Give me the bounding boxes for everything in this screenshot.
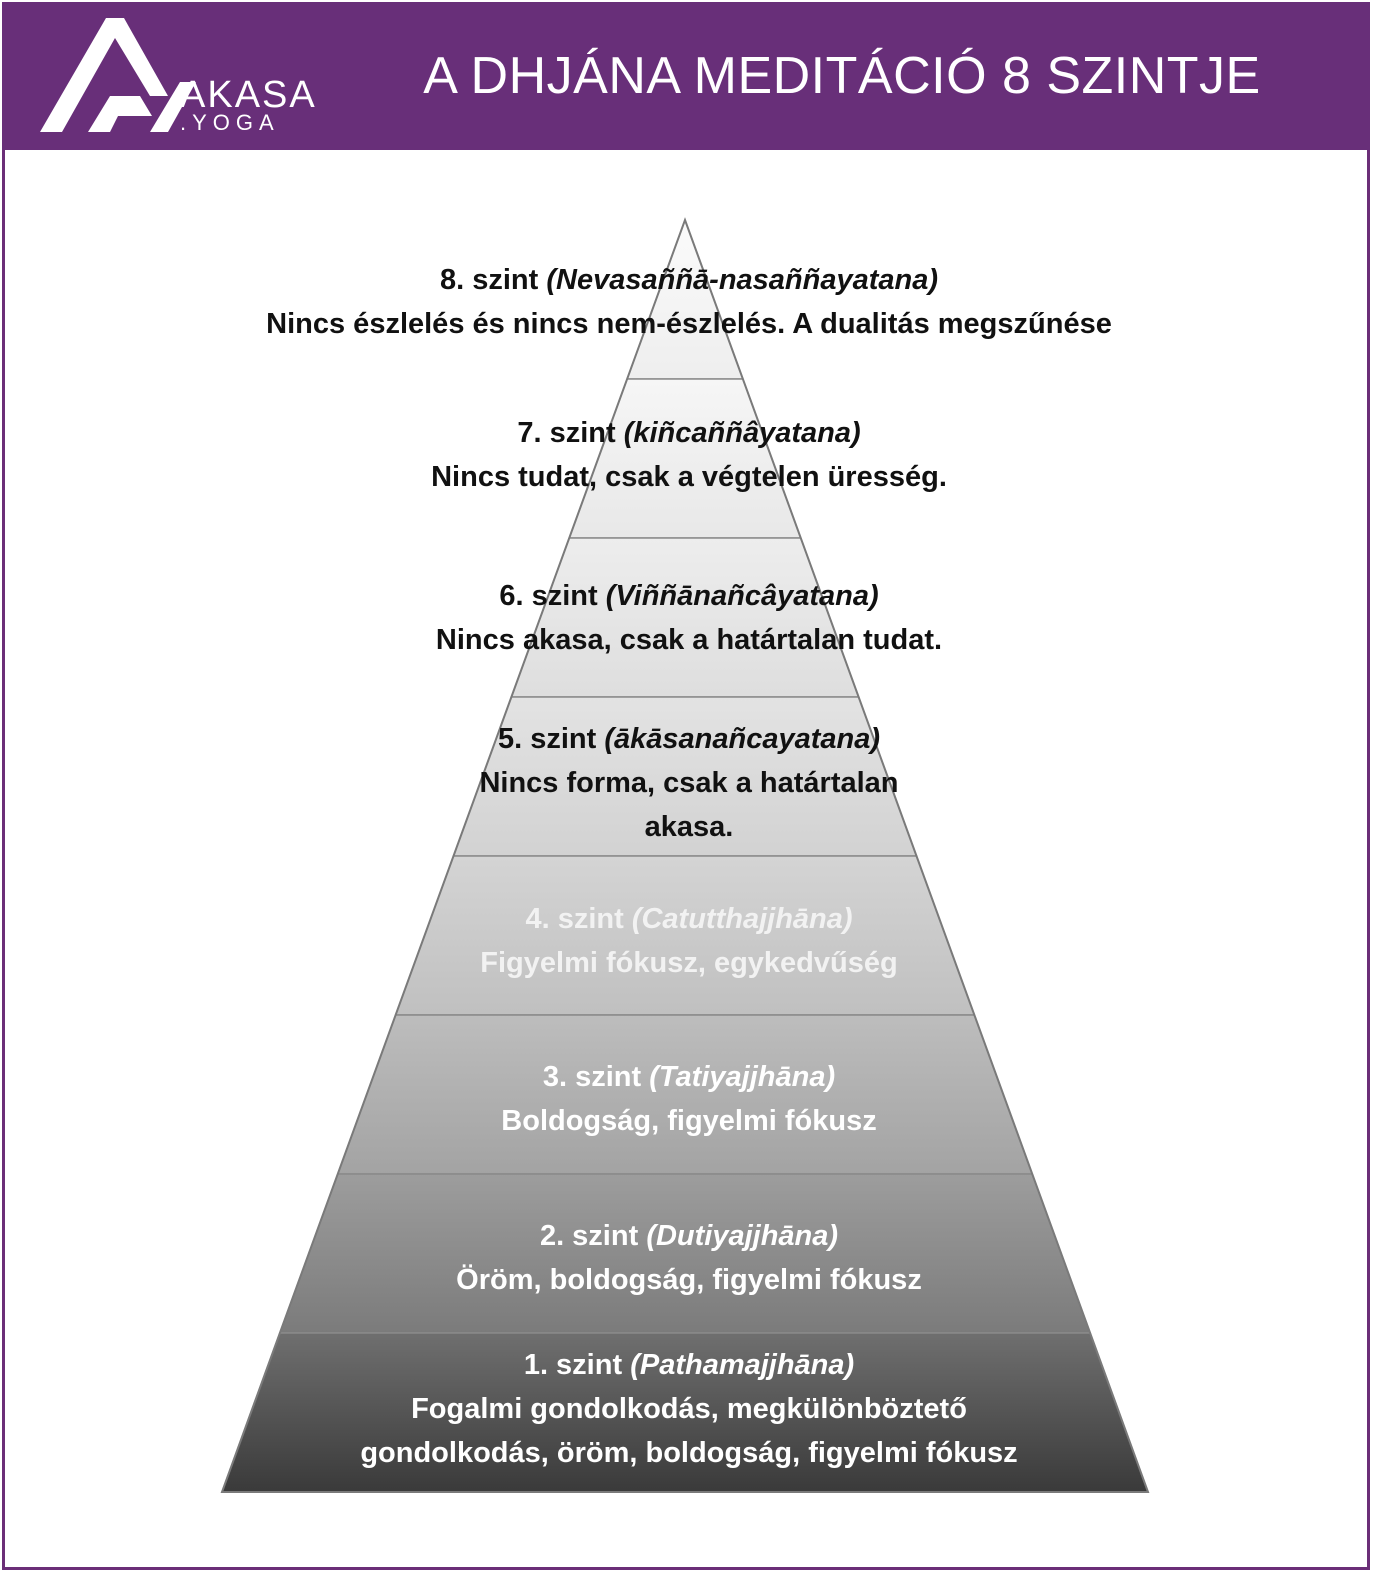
level-8-description: Nincs észlelés és nincs nem-észlelés. A dualitás megszűnése	[266, 308, 1112, 340]
level-4-heading	[389, 897, 989, 941]
level-8-text	[189, 258, 1189, 346]
logo-sub-text: .YOGA	[180, 110, 280, 135]
page-title: A DHJÁNA MEDITÁCIÓ 8 SZINTJE	[423, 47, 1261, 105]
level-7-heading	[289, 411, 1089, 455]
level-6-text	[289, 574, 1089, 662]
level-4-description: Figyelmi fókusz, egykedvűség	[480, 947, 898, 979]
level-6-heading	[289, 574, 1089, 618]
level-4-label: 4. szint	[525, 903, 624, 935]
level-3-heading	[389, 1055, 989, 1099]
level-4-text	[389, 897, 989, 985]
level-6-label: 6. szint	[499, 580, 598, 612]
level-5-text	[439, 717, 939, 849]
level-5-heading	[439, 717, 939, 761]
level-8-pali: (Nevasaññā-nasaññayatana)	[546, 264, 939, 296]
level-1-text	[289, 1343, 1089, 1475]
level-6-pali: (Viññānañcâyatana)	[605, 580, 879, 612]
level-4-pali: (Catutthajjhāna)	[631, 903, 853, 935]
level-3-pali: (Tatiyajjhāna)	[649, 1061, 836, 1093]
level-5-pali: (ākāsanañcayatana)	[604, 723, 881, 755]
level-7-text	[289, 411, 1089, 499]
level-1-label: 1. szint	[523, 1349, 623, 1381]
level-5-label: 5. szint	[497, 723, 597, 755]
level-3-text	[389, 1055, 989, 1143]
level-3-description: Boldogság, figyelmi fókusz	[501, 1105, 877, 1137]
level-2-description: Öröm, boldogság, figyelmi fókusz	[456, 1264, 922, 1296]
level-1-description: Fogalmi gondolkodás, megkülönböztető gondolkodás, öröm, boldogság, figyelmi fókusz	[360, 1393, 1018, 1469]
level-5-description: Nincs forma, csak a határtalan akasa.	[479, 767, 899, 843]
level-1-heading	[289, 1343, 1089, 1387]
level-8-label: 8. szint	[439, 264, 539, 296]
level-2-text	[339, 1214, 1039, 1302]
level-2-heading	[339, 1214, 1039, 1258]
level-8-heading	[189, 258, 1189, 302]
level-7-description: Nincs tudat, csak a végtelen üresség.	[431, 461, 947, 493]
level-3-label: 3. szint	[542, 1061, 642, 1093]
level-6-description: Nincs akasa, csak a határtalan tudat.	[435, 624, 943, 656]
level-7-label: 7. szint	[517, 417, 616, 449]
level-2-label: 2. szint	[539, 1220, 639, 1252]
level-2-pali: (Dutiyajjhāna)	[646, 1220, 839, 1252]
level-1-pali: (Pathamajjhāna)	[630, 1349, 855, 1381]
level-7-pali: (kiñcaññâyatana)	[623, 417, 861, 449]
logo-brand-text: AKASA	[180, 74, 317, 116]
